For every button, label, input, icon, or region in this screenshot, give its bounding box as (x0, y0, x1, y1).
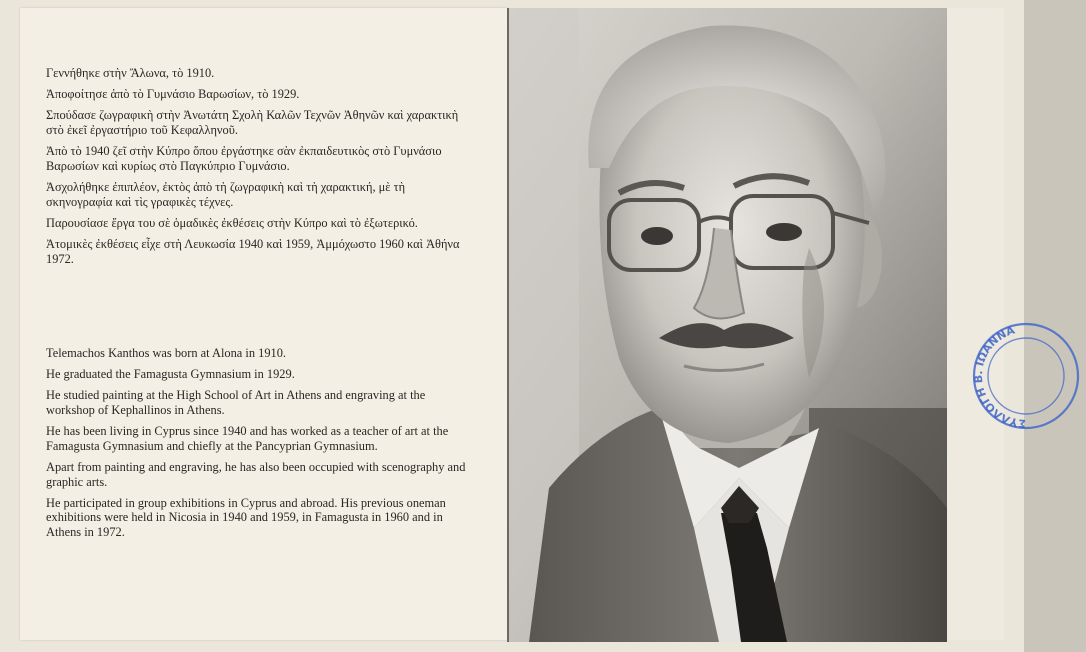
greek-paragraph: Ἀπὸ τὸ 1940 ζεῖ στὴν Κύπρο ὅπου ἐργάστηκε σὰν ἐκπαιδευτικὸς στὸ Γυμνάσιο Βαρωσίων καὶ κυρίως στὸ Παγκύπριο Γυμνάσιο. (46, 144, 442, 173)
collection-stamp (966, 306, 1086, 446)
greek-paragraph: Γεννήθηκε στὴν Ἄλωνα, τὸ 1910. (46, 66, 215, 80)
stamp-text: ΣΥΛΛΟΓΗ Β. ΙΩΑΝΝΑ (971, 323, 1027, 431)
english-paragraph: Apart from painting and engraving, he has also been occupied with scenography and graphic arts. (46, 459, 466, 489)
english-paragraph: Telemachos Kanthos was born at Alona in 1910. (46, 346, 287, 360)
greek-paragraph: Ἀτομικὲς ἐκθέσεις εἶχε στὴ Λευκωσία 1940 καὶ 1959, Ἀμμόχωστο 1960 καὶ Ἀθήνα 1972. (46, 236, 460, 266)
portrait-drawing (509, 8, 947, 642)
greek-paragraph: Ἀσχολήθηκε ἐπιπλέον, ἐκτὸς ἀπὸ τὴ ζωγραφικὴ καὶ τὴ χαρακτική, μὲ τὴ σκηνογραφία καὶ τὶς γραφικὲς τέχνες. (46, 179, 406, 209)
english-paragraph: He graduated the Famagusta Gymnasium in 1929. (46, 367, 295, 382)
greek-paragraph: Ἀποφοίτησε ἀπὸ τὸ Γυμνάσιο Βαρωσίων, τὸ 1929. (46, 87, 300, 102)
english-paragraph: He participated in group exhibitions in Cyprus and abroad. His previous oneman exhibitions were held in Nicosia in 1940 and 1959, in Famagusta in 1960 and in Athens in 1972. (46, 495, 446, 539)
english-paragraph: He has been living in Cyprus since 1940 and has worked as a teacher of art at the Famagusta Gymnasium and chiefly at the Pancyprian Gymnasium. (46, 424, 449, 453)
greek-biography (46, 66, 466, 273)
english-biography (46, 346, 466, 546)
portrait-photo (509, 8, 947, 642)
english-paragraph: He studied painting at the High School of Art in Athens and engraving at the workshop of Kephallinos in Athens. (46, 388, 426, 417)
greek-paragraph: Παρουσίασε ἔργα του σὲ ὁμαδικὲς ἐκθέσεις στὴν Κύπρο καὶ τὸ ἐξωτερικό. (46, 215, 418, 230)
greek-paragraph: Σπούδασε ζωγραφικὴ στὴν Ἀνωτάτη Σχολὴ Καλῶν Τεχνῶν Ἀθηνῶν καὶ χαρακτικὴ στὸ ἐκεῖ ἐργαστήριο τοῦ Κεφαλληνοῦ. (46, 108, 459, 137)
